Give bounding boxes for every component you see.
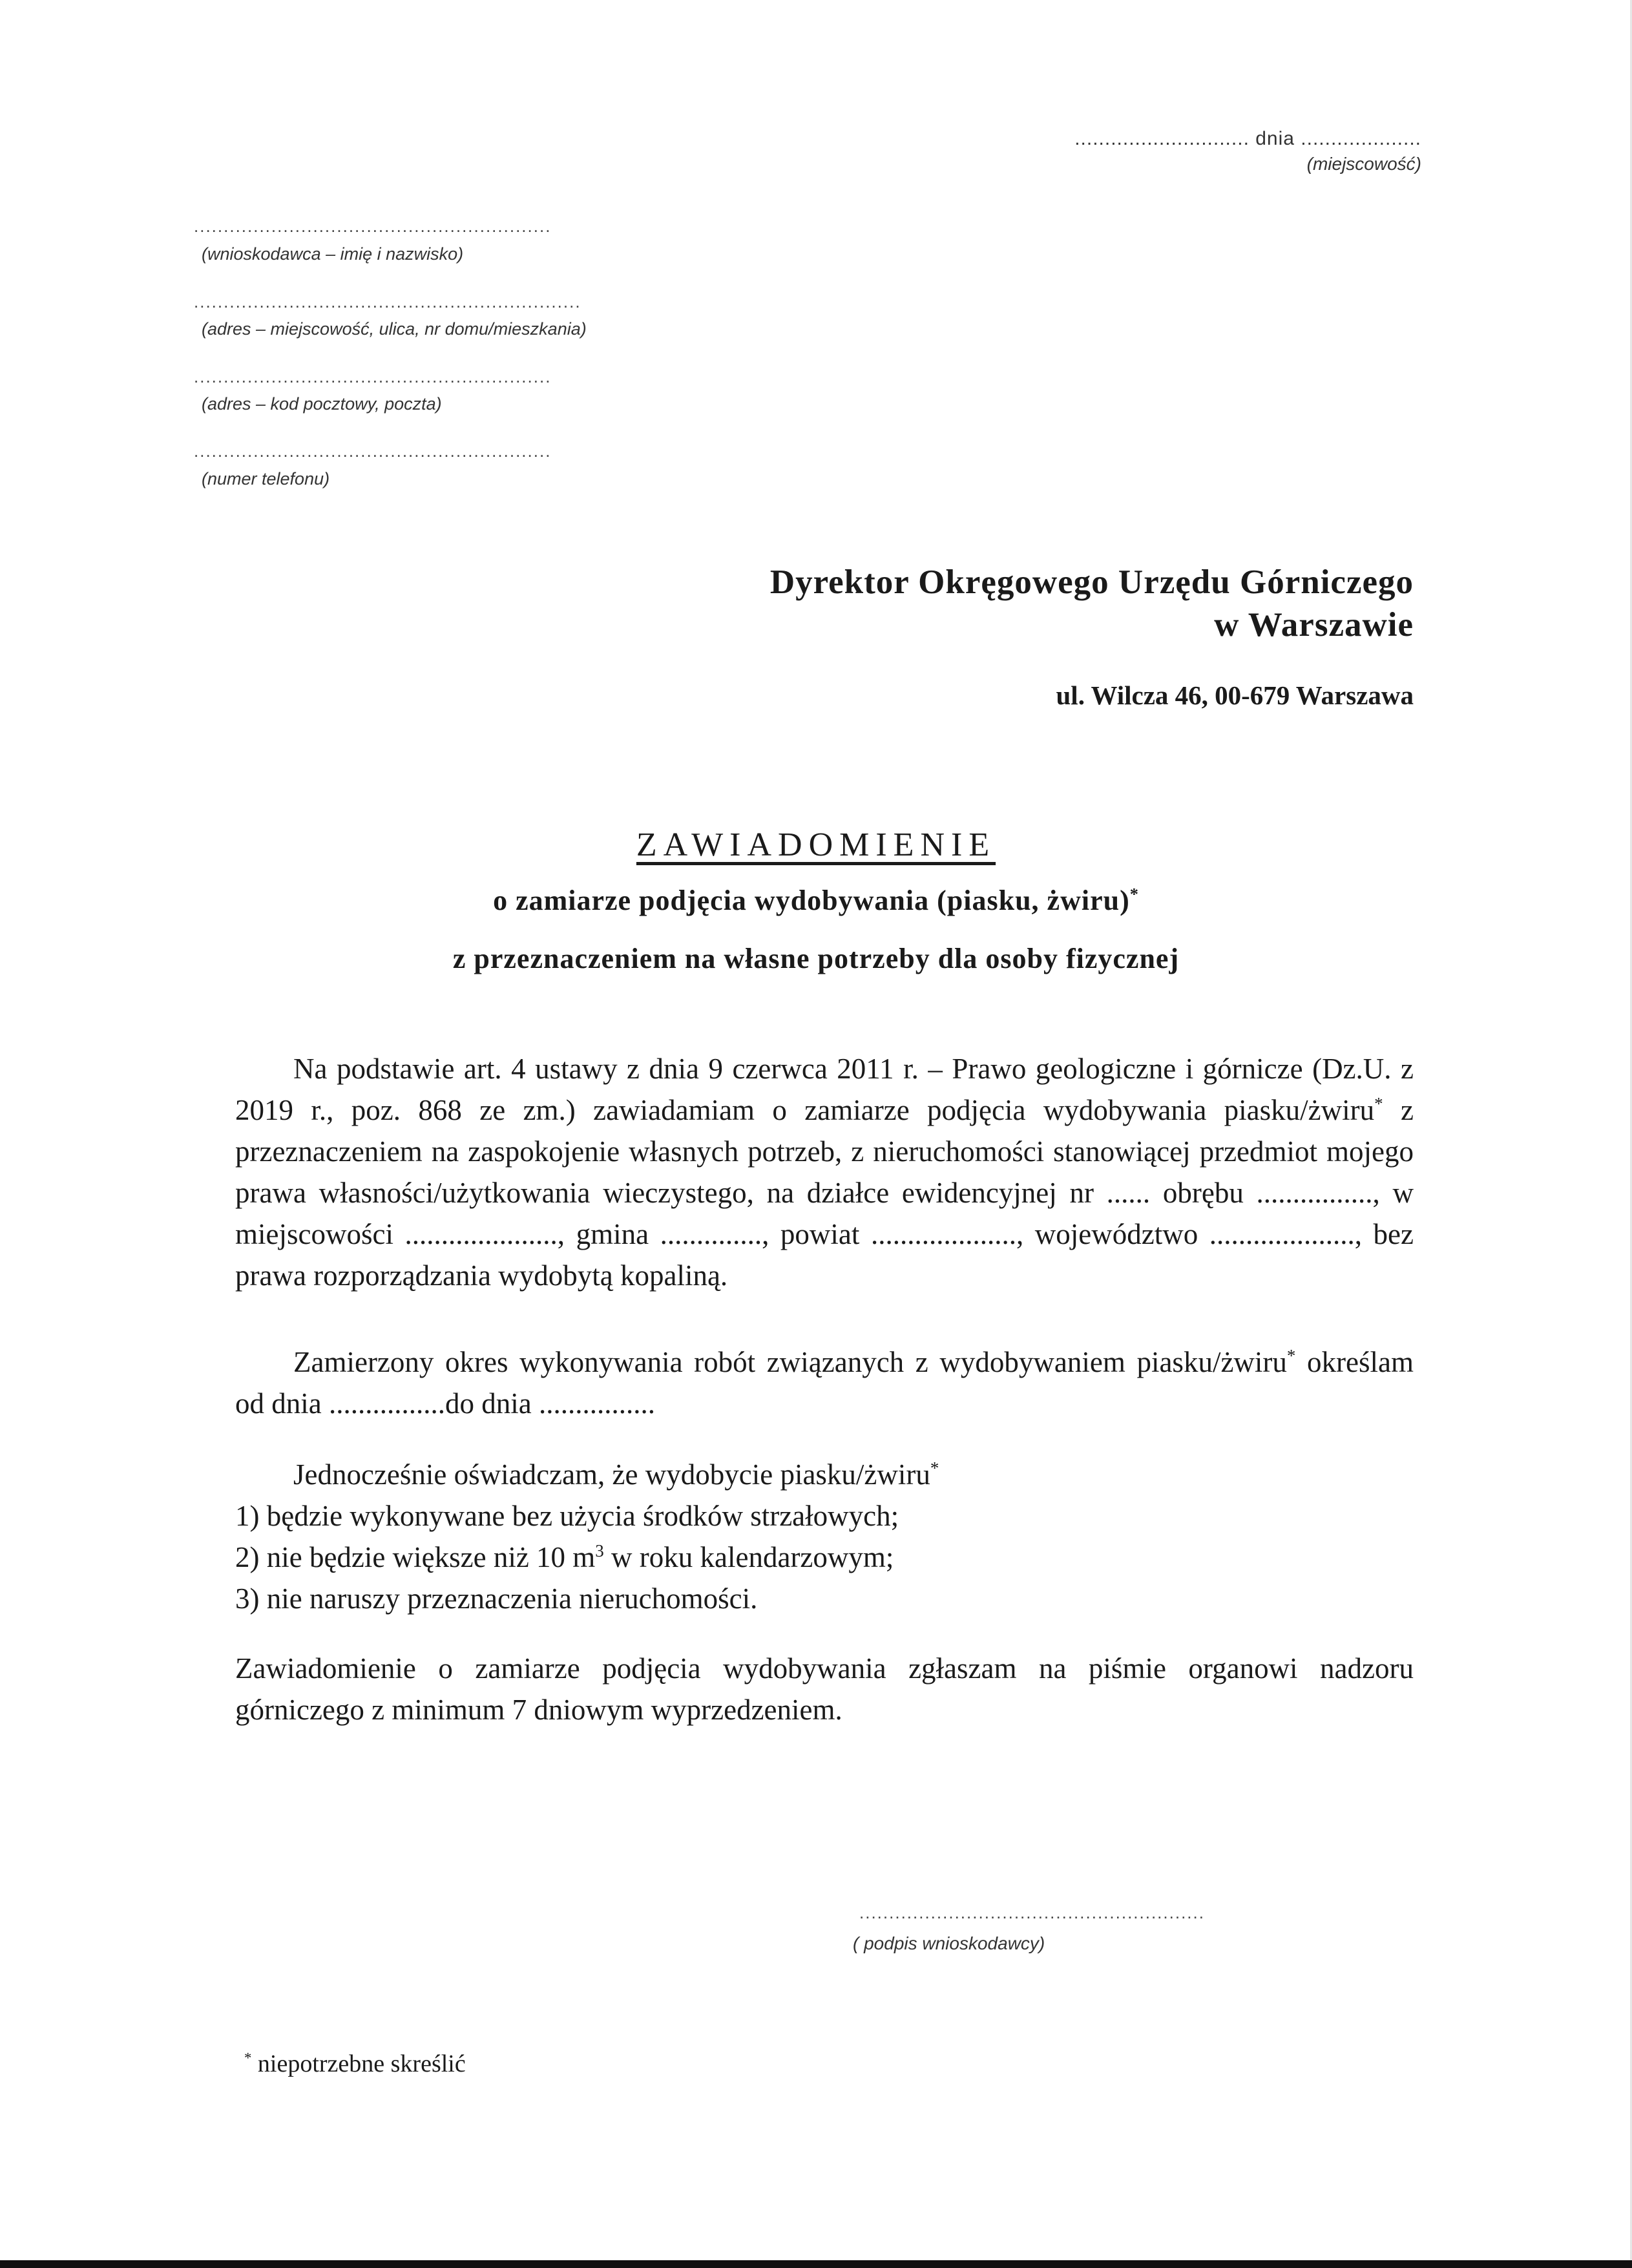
document-subtitle-1: o zamiarze podjęcia wydobywania (piasku, żwiru)*: [493, 884, 1139, 916]
addressee-address: ul. Wilcza 46, 00-679 Warszawa: [1056, 680, 1414, 710]
footnote-mark: *: [1286, 1346, 1296, 1365]
applicant-address-field: .................................................................: [194, 292, 581, 311]
date-place-caption: (miejscowość): [1306, 154, 1421, 174]
declaration-item-2: 2) nie będzie większe niż 10 $m^3$ w roku kalendarzowym;: [235, 1541, 894, 1573]
footnote: * niepotrzebne skreślić: [244, 2050, 466, 2077]
footnote-mark: *: [1374, 1094, 1383, 1113]
footnote-mark: *: [244, 2050, 252, 2066]
body-paragraph-2: Zamierzony okres wykonywania robót związanych z wydobywaniem piasku/żwiru* określam od dnia ................do dnia ................: [235, 1346, 1414, 1420]
footnote-mark: *: [930, 1458, 939, 1478]
applicant-phone-field: ............................................................: [194, 441, 552, 461]
body-paragraph-3: Jednocześnie oświadczam, że wydobycie piasku/żwiru*: [293, 1458, 939, 1491]
footnote-mark: *: [1129, 884, 1139, 904]
addressee-line-1: Dyrektor Okręgowego Urzędu Górniczego: [769, 563, 1414, 601]
applicant-name-field: ............................................................: [194, 216, 552, 236]
scan-border: [0, 2260, 1632, 2268]
document-subtitle-2: z przeznaczeniem na własne potrzeby dla osoby fizycznej: [452, 943, 1180, 974]
addressee-line-2: w Warszawie: [1214, 606, 1414, 644]
applicant-address-caption: (adres – miejscowość, ulica, nr domu/mieszkania): [202, 319, 587, 339]
applicant-postcode-field: ............................................................: [194, 367, 552, 386]
signature-caption: ( podpis wnioskodawcy): [853, 1933, 1045, 1953]
document-title: ZAWIADOMIENIE: [636, 826, 996, 863]
body-paragraph-1: Na podstawie art. 4 ustawy z dnia 9 czerwca 2011 r. – Prawo geologiczne i górnicze (Dz.U. z 2019 r., poz. 868 ze zm.) zawiadamiam o zamiarze podjęcia wydobywania piasku/żwiru* z przeznaczeniem na zaspokojenie własnych potrzeb, z nieruchomości stanowiącej przedmiot mojego prawa własności/użytkowania wieczystego, na działce ewidencyjnej nr ...... obrębu ................, w miejscowości ....................., gmina .............., powiat ...................., województwo ...................., bez prawa rozporządzania wydobytą kopaliną.: [235, 1053, 1414, 1292]
applicant-phone-caption: (numer telefonu): [202, 469, 330, 488]
declaration-item-3: 3) nie naruszy przeznaczenia nieruchomości.: [235, 1582, 758, 1615]
declaration-item-1: 1) będzie wykonywane bez użycia środków strzałowych;: [235, 1500, 899, 1532]
body-paragraph-4: Zawiadomienie o zamiarze podjęcia wydobywania zgłaszam na piśmie organowi nadzoru górniczego z minimum 7 dniowym wyprzedzeniem.: [235, 1652, 1414, 1726]
applicant-postcode-caption: (adres – kod pocztowy, poczta): [202, 394, 442, 414]
date-place-field: ............................. dnia ....................: [1074, 128, 1421, 149]
applicant-name-caption: (wnioskodawca – imię i nazwisko): [202, 244, 464, 264]
signature-field: ..........................................................: [859, 1903, 1205, 1922]
